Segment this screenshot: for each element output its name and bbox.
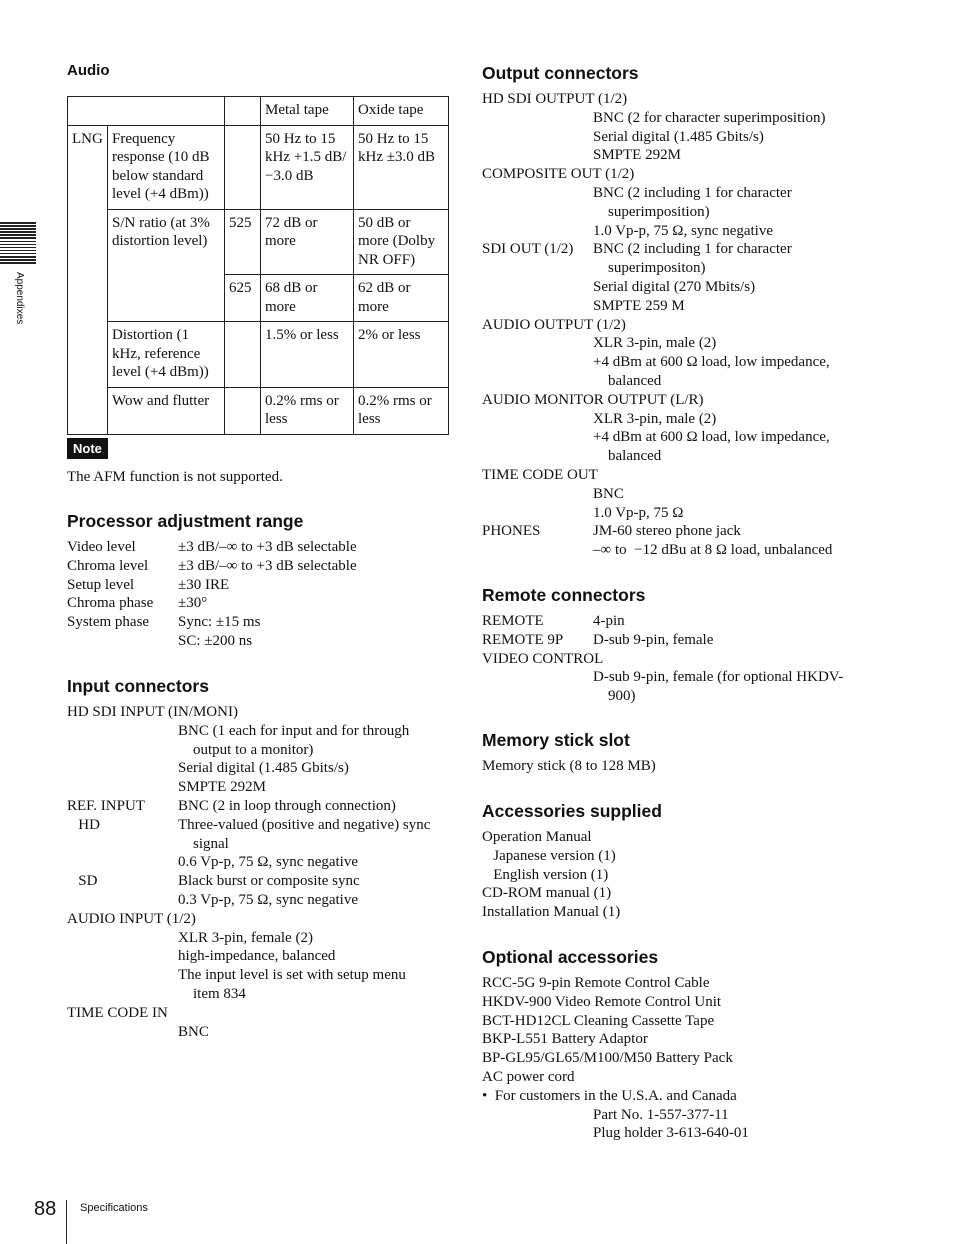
accessory-item: Installation Manual (1): [482, 904, 621, 921]
table-cell: [225, 387, 261, 434]
spec-value: SC: ±200 ns: [178, 633, 253, 649]
table-cell: 68 dB or more: [261, 275, 354, 322]
spec-value: BNC: [593, 485, 624, 502]
table-header-cell: Metal tape: [261, 97, 354, 126]
note-badge: Note: [67, 438, 108, 459]
spec-label: HD SDI OUTPUT (1/2): [482, 91, 628, 107]
spec-label: System phase: [67, 614, 150, 631]
spec-value: high-impedance, balanced: [178, 948, 336, 965]
spec-value: Sync: ±15 ms: [178, 614, 261, 631]
table-row: [68, 125, 449, 209]
table-cell: 1.5% or less: [261, 322, 354, 388]
table-cell: 525: [225, 209, 261, 275]
table-cell: 72 dB or more: [261, 209, 354, 275]
spec-label: HD: [67, 816, 100, 833]
spec-label: Chroma phase: [67, 595, 154, 612]
table-cell: 625: [225, 275, 261, 322]
memory-heading: Memory stick slot: [482, 730, 630, 750]
spec-value: Serial digital (1.485 Gbits/s): [178, 760, 349, 777]
spec-value: balanced: [593, 448, 662, 465]
spec-label: RCC-5G 9-pin Remote Control Cable: [482, 975, 710, 991]
spec-value: XLR 3-pin, female (2): [178, 929, 313, 946]
spec-label: BCT-HD12CL Cleaning Cassette Tape: [482, 1012, 715, 1029]
spec-label: BP-GL95/GL65/M100/M50 Battery Pack: [482, 1050, 733, 1067]
table-cell: 0.2% rms or less: [261, 387, 354, 434]
table-cell: 50 Hz to 15 kHz ±3.0 dB: [354, 125, 449, 209]
spec-label: AUDIO INPUT (1/2): [67, 910, 196, 927]
spec-value: 900): [593, 688, 636, 705]
spec-value: XLR 3-pin, male (2): [593, 410, 717, 427]
table-header-cell: Oxide tape: [354, 97, 449, 126]
spec-value: superimpositon): [593, 260, 706, 277]
accessory-item: English version (1): [482, 866, 609, 883]
spec-value: item 834: [178, 986, 246, 1002]
section-tab-marker: [0, 222, 36, 268]
table-row: [68, 387, 449, 434]
accessories-heading: Accessories supplied: [482, 801, 662, 821]
spec-label: BKP-L551 Battery Adaptor: [482, 1031, 648, 1048]
spec-label: REMOTE 9P: [482, 631, 564, 648]
spec-value: ±30 IRE: [178, 576, 230, 593]
spec-value: BNC (1 each for input and for through: [178, 722, 410, 739]
accessory-item: Operation Manual: [482, 829, 592, 845]
spec-value: Three-valued (positive and negative) sync: [178, 816, 431, 833]
spec-value: D-sub 9-pin, female (for optional HKDV-: [593, 669, 844, 686]
spec-value: SMPTE 292M: [178, 779, 266, 796]
spec-label: AC power cord: [482, 1069, 575, 1085]
table-cell: 0.2% rms or less: [354, 387, 449, 434]
processor-heading: Processor adjustment range: [67, 511, 304, 531]
spec-value: JM-60 stereo phone jack: [593, 523, 741, 540]
spec-value: 1.0 Vp-p, 75 Ω: [593, 504, 684, 521]
spec-label: PHONES: [482, 523, 541, 540]
spec-value: 1.0 Vp-p, 75 Ω, sync negative: [593, 222, 774, 239]
table-cell: 2% or less: [354, 322, 449, 388]
page-number: 88: [34, 1198, 57, 1220]
spec-value: BNC (2 including 1 for character: [593, 185, 792, 201]
spec-value: superimposition): [593, 203, 710, 220]
spec-label: Setup level: [67, 576, 135, 593]
spec-label: REF. INPUT: [67, 798, 145, 814]
table-cell: S/N ratio (at 3% distortion level): [108, 209, 225, 322]
spec-value: BNC (2 for character superimposition): [593, 109, 826, 126]
spec-value: SMPTE 292M: [593, 147, 681, 164]
spec-value: ±3 dB/–∞ to +3 dB selectable: [178, 557, 357, 574]
spec-label: TIME CODE IN: [67, 1004, 168, 1021]
table-cell: Frequency response (10 dB below standard level (+4 dBm)): [108, 125, 225, 209]
spec-value: ±3 dB/–∞ to +3 dB selectable: [178, 539, 357, 555]
table-header-cell: [225, 97, 261, 126]
memory-text: Memory stick (8 to 128 MB): [482, 758, 656, 774]
table-cell: Distortion (1 kHz, reference level (+4 dBm)): [108, 322, 225, 388]
remote-heading: Remote connectors: [482, 585, 646, 605]
table-cell: 50 Hz to 15 kHz +1.5 dB/ −3.0 dB: [261, 125, 354, 209]
spec-value: Serial digital (270 Mbits/s): [593, 279, 756, 295]
accessory-item: CD-ROM manual (1): [482, 885, 612, 902]
spec-label: TIME CODE OUT: [482, 467, 598, 483]
footer-divider: [66, 1200, 67, 1244]
table-cell: [225, 322, 261, 388]
spec-label: AUDIO OUTPUT (1/2): [482, 316, 626, 333]
table-cell: 62 dB or more: [354, 275, 449, 322]
optional-heading: Optional accessories: [482, 947, 659, 967]
spec-label: SD: [67, 873, 98, 890]
spec-label: REMOTE: [482, 613, 544, 629]
table-cell: Wow and flutter: [108, 387, 225, 434]
spec-label: SDI OUT (1/2): [482, 241, 574, 258]
table-cell: [225, 125, 261, 209]
table-row: [68, 209, 449, 275]
table-cell: 50 dB or more (Dolby NR OFF): [354, 209, 449, 275]
spec-value: ±30°: [178, 595, 208, 612]
spec-value: SMPTE 259 M: [593, 297, 685, 314]
spec-value: D-sub 9-pin, female: [593, 631, 714, 648]
spec-label: Chroma level: [67, 557, 149, 574]
spec-value: 4-pin: [593, 613, 625, 629]
output-heading: Output connectors: [482, 63, 639, 83]
spec-value: 0.3 Vp-p, 75 Ω, sync negative: [178, 892, 359, 908]
spec-label: VIDEO CONTROL: [482, 650, 604, 667]
spec-value: XLR 3-pin, male (2): [593, 335, 717, 352]
spec-value: signal: [178, 835, 229, 852]
section-tab-label: Appendixes: [14, 272, 25, 325]
spec-value: +4 dBm at 600 Ω load, low impedance,: [593, 354, 830, 371]
lng-cell: LNG: [68, 125, 108, 434]
spec-value: BNC (2 in loop through connection): [178, 798, 396, 814]
spec-value: The input level is set with setup menu: [178, 967, 406, 984]
spec-value: BNC (2 including 1 for character: [593, 241, 792, 258]
audio-spec-table: [67, 96, 449, 435]
footer-section-label: Specifications: [80, 1202, 148, 1214]
spec-label: HD SDI INPUT (IN/MONI): [67, 704, 238, 720]
spec-value: –∞ to −12 dBu at 8 Ω load, unbalanced: [593, 542, 833, 559]
spec-value: Black burst or composite sync: [178, 873, 360, 890]
spec-label: AUDIO MONITOR OUTPUT (L/R): [482, 391, 704, 408]
spec-label: COMPOSITE OUT (1/2): [482, 166, 635, 183]
audio-heading: Audio: [67, 62, 110, 79]
spec-value: BNC: [178, 1023, 209, 1040]
spec-value: +4 dBm at 600 Ω load, low impedance,: [593, 429, 830, 446]
spec-value: balanced: [593, 373, 662, 389]
spec-value: 0.6 Vp-p, 75 Ω, sync negative: [178, 854, 359, 871]
spec-label: • For customers in the U.S.A. and Canada: [482, 1087, 737, 1104]
spec-value: output to a monitor): [178, 741, 314, 758]
table-header-cell: [68, 97, 225, 126]
table-row: [68, 322, 449, 388]
accessory-item: Japanese version (1): [482, 847, 616, 864]
spec-value: Serial digital (1.485 Gbits/s): [593, 128, 764, 145]
note-text: The AFM function is not supported.: [67, 469, 283, 485]
spec-value: Plug holder 3-613-640-01: [593, 1125, 749, 1142]
spec-value: Part No. 1-557-377-11: [593, 1106, 729, 1123]
spec-label: Video level: [67, 539, 136, 555]
table-row: [68, 97, 449, 126]
spec-label: HKDV-900 Video Remote Control Unit: [482, 993, 722, 1010]
input-heading: Input connectors: [67, 676, 209, 696]
